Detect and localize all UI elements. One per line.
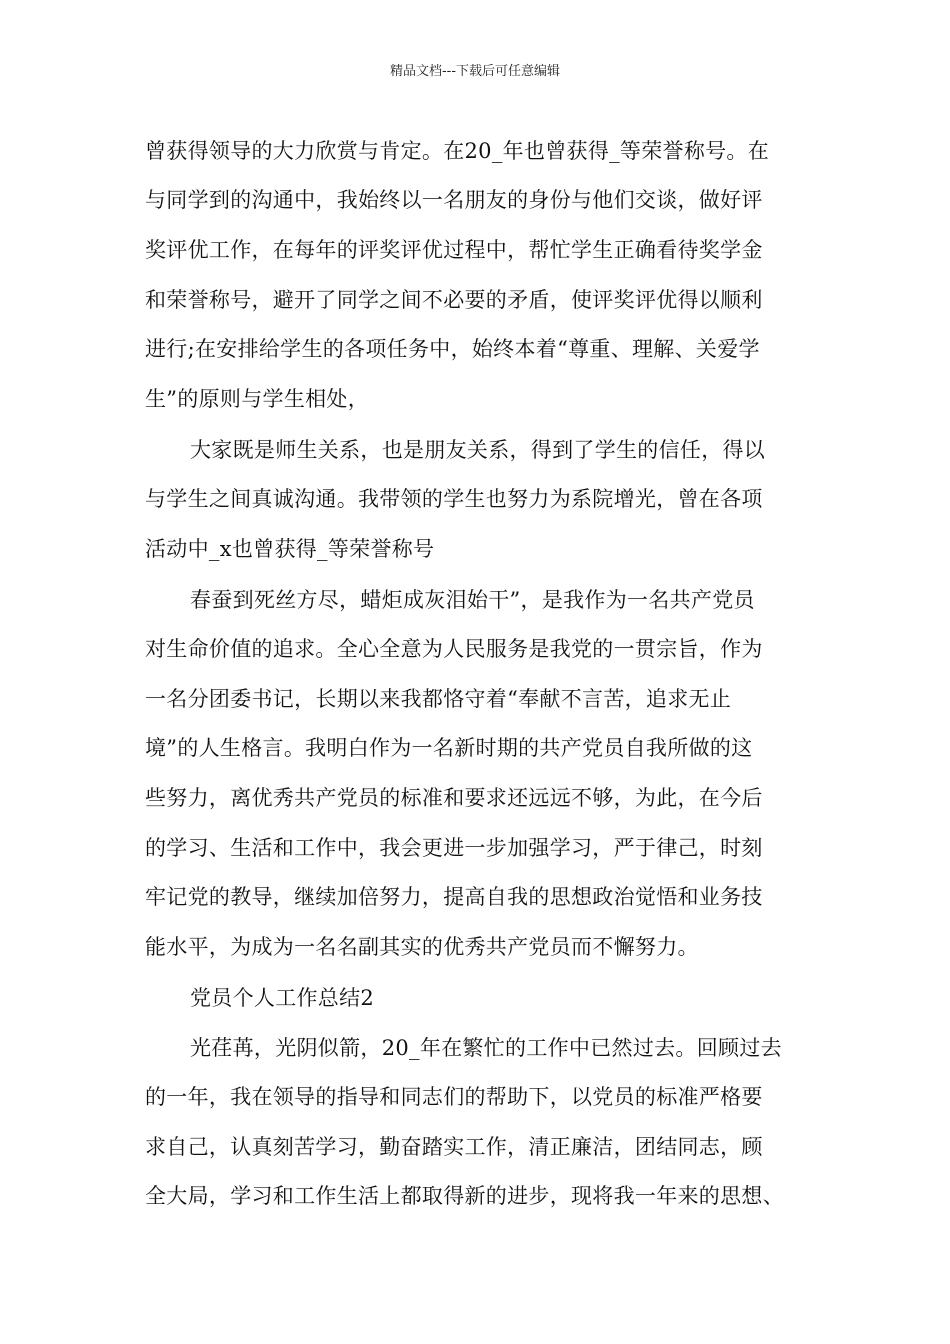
body-line: 与学生之间真诚沟通。我带领的学生也努力为系院增光，曾在各项	[145, 487, 763, 511]
body-line: 对生命价值的追求。全心全意为人民服务是我党的一贯宗旨，作为	[145, 637, 763, 661]
body-line: 能水平，为成为一名名副其实的优秀共产党员而不懈努力。	[145, 935, 699, 959]
body-line: 些努力，离优秀共产党员的标准和要求还远远不够，为此，在今后	[145, 786, 763, 810]
body-line: 进行;在安排给学生的各项任务中，始终本着“尊重、理解、关爱学	[145, 337, 760, 361]
body-line: 奖评优工作，在每年的评奖评优过程中，帮忙学生正确看待奖学金	[145, 238, 763, 262]
section-heading: 党员个人工作总结2	[190, 986, 375, 1010]
body-line: 全大局，学习和工作生活上都取得新的进步，现将我一年来的思想、	[145, 1184, 784, 1208]
body-line: 境”的人生格言。我明白作为一名新时期的共产党员自我所做的这	[145, 736, 753, 760]
paragraph-first-line: 大家既是师生关系，也是朋友关系，得到了学生的信任，得以	[190, 438, 766, 462]
paragraph-first-line: 春蚕到死丝方尽，蜡炬成灰泪始干”，是我作为一名共产党员	[190, 588, 755, 612]
body-line: 的学习、生活和工作中，我会更进一步加强学习，严于律己，时刻	[145, 836, 763, 860]
body-line: 和荣誉称号，避开了同学之间不必要的矛盾，使评奖评优得以顺利	[145, 288, 763, 312]
body-line: 生”的原则与学生相处，	[145, 387, 370, 411]
body-line: 一名分团委书记，长期以来我都恪守着“奉献不言苦，追求无止	[145, 687, 732, 711]
body-line: 曾获得领导的大力欣赏与肯定。在20_年也曾获得_等荣誉称号。在	[145, 139, 770, 163]
body-line: 活动中_x也曾获得_等荣誉称号	[145, 537, 435, 561]
body-line: 求自己，认真刻苦学习，勤奋踏实工作，清正廉洁，团结同志，顾	[145, 1135, 763, 1159]
body-line: 与同学到的沟通中，我始终以一名朋友的身份与他们交谈，做好评	[145, 188, 763, 212]
body-line: 牢记党的教导，继续加倍努力，提高自我的思想政治觉悟和业务技	[145, 885, 763, 909]
paragraph-first-line: 光荏苒，光阴似箭，20_年在繁忙的工作中已然过去。回顾过去	[190, 1036, 782, 1060]
body-line: 的一年，我在领导的指导和同志们的帮助下，以党员的标准严格要	[145, 1085, 763, 1109]
page-header: 精品文档---下载后可任意编辑	[389, 64, 561, 79]
